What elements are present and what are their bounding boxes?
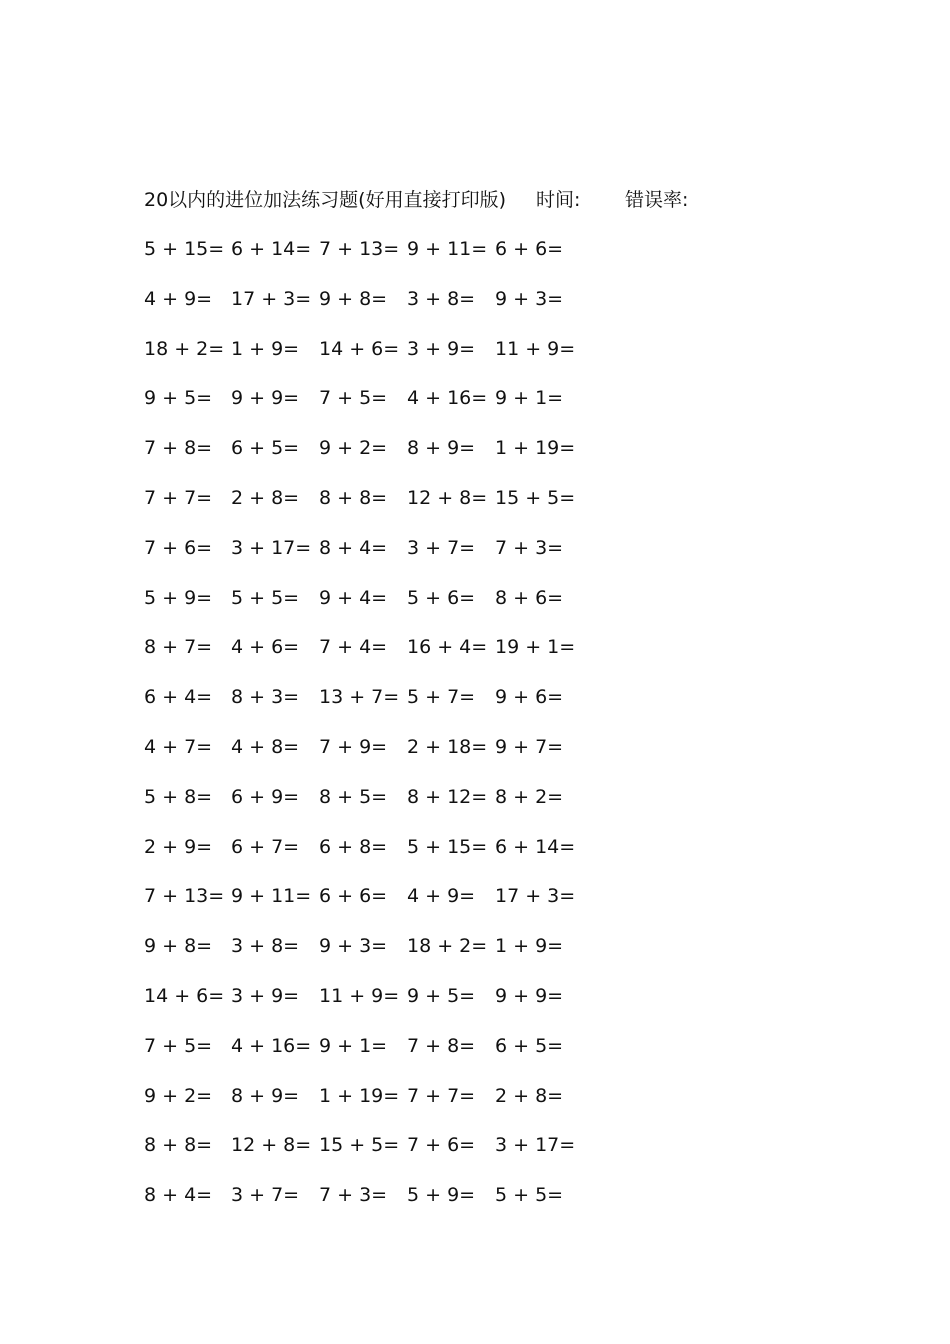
addition-problem: 4 + 6=	[231, 636, 300, 659]
addition-problem: 8 + 6=	[495, 586, 564, 609]
addition-problem: 3 + 7=	[407, 536, 476, 559]
addition-problem: 8 + 3=	[231, 686, 300, 709]
addition-problem: 6 + 6=	[319, 885, 388, 908]
addition-problem: 6 + 7=	[231, 835, 300, 858]
addition-problem: 12 + 8=	[231, 1134, 312, 1157]
addition-problem: 4 + 7=	[144, 735, 213, 758]
addition-problem: 8 + 2=	[495, 785, 564, 808]
problem-row	[0, 1031, 950, 1081]
addition-problem: 6 + 5=	[495, 1034, 564, 1057]
addition-problem: 6 + 4=	[144, 686, 213, 709]
addition-problem: 4 + 16=	[407, 387, 488, 410]
addition-problem: 3 + 7=	[231, 1184, 300, 1207]
addition-problem: 16 + 4=	[407, 636, 488, 659]
addition-problem: 4 + 9=	[144, 287, 213, 310]
problem-row	[0, 483, 950, 533]
addition-problem: 14 + 6=	[319, 337, 400, 360]
addition-problem: 19 + 1=	[495, 636, 576, 659]
addition-problem: 3 + 9=	[407, 337, 476, 360]
addition-problem: 5 + 9=	[144, 586, 213, 609]
addition-problem: 7 + 3=	[495, 536, 564, 559]
addition-problem: 9 + 2=	[144, 1084, 213, 1107]
addition-problem: 1 + 9=	[231, 337, 300, 360]
problem-row	[0, 1130, 950, 1180]
addition-problem: 7 + 7=	[407, 1084, 476, 1107]
problem-row	[0, 732, 950, 782]
addition-problem: 1 + 19=	[319, 1084, 400, 1107]
addition-problem: 5 + 5=	[495, 1184, 564, 1207]
addition-problem: 9 + 5=	[407, 984, 476, 1007]
addition-problem: 8 + 12=	[407, 785, 488, 808]
addition-problem: 7 + 5=	[319, 387, 388, 410]
addition-problem: 7 + 5=	[144, 1034, 213, 1057]
addition-problem: 5 + 7=	[407, 686, 476, 709]
problem-row	[0, 632, 950, 682]
addition-problem: 8 + 4=	[319, 536, 388, 559]
problem-row	[0, 234, 950, 284]
addition-problem: 9 + 7=	[495, 735, 564, 758]
addition-problem: 2 + 18=	[407, 735, 488, 758]
addition-problem: 9 + 9=	[231, 387, 300, 410]
addition-problem: 9 + 3=	[319, 935, 388, 958]
addition-problem: 7 + 4=	[319, 636, 388, 659]
addition-problem: 3 + 9=	[231, 984, 300, 1007]
addition-problem: 8 + 5=	[319, 785, 388, 808]
problem-row	[0, 1081, 950, 1131]
problem-row	[0, 881, 950, 931]
problem-grid	[0, 234, 950, 1230]
problem-row	[0, 832, 950, 882]
addition-problem: 4 + 16=	[231, 1034, 312, 1057]
addition-problem: 9 + 3=	[495, 287, 564, 310]
addition-problem: 9 + 11=	[231, 885, 312, 908]
addition-problem: 6 + 14=	[495, 835, 576, 858]
addition-problem: 5 + 15=	[407, 835, 488, 858]
addition-problem: 6 + 8=	[319, 835, 388, 858]
addition-problem: 7 + 6=	[407, 1134, 476, 1157]
addition-problem: 7 + 6=	[144, 536, 213, 559]
addition-problem: 13 + 7=	[319, 686, 400, 709]
addition-problem: 4 + 9=	[407, 885, 476, 908]
addition-problem: 7 + 8=	[407, 1034, 476, 1057]
addition-problem: 1 + 19=	[495, 437, 576, 460]
addition-problem: 6 + 9=	[231, 785, 300, 808]
problem-row	[0, 533, 950, 583]
addition-problem: 2 + 8=	[495, 1084, 564, 1107]
addition-problem: 9 + 4=	[319, 586, 388, 609]
addition-problem: 17 + 3=	[495, 885, 576, 908]
addition-problem: 11 + 9=	[495, 337, 576, 360]
addition-problem: 7 + 3=	[319, 1184, 388, 1207]
problem-row	[0, 981, 950, 1031]
addition-problem: 6 + 14=	[231, 238, 312, 260]
addition-problem: 8 + 8=	[319, 486, 388, 509]
addition-problem: 7 + 8=	[144, 437, 213, 460]
addition-problem: 6 + 6=	[495, 238, 564, 260]
addition-problem: 8 + 7=	[144, 636, 213, 659]
addition-problem: 3 + 8=	[231, 935, 300, 958]
addition-problem: 5 + 8=	[144, 785, 213, 808]
addition-problem: 15 + 5=	[495, 486, 576, 509]
addition-problem: 8 + 4=	[144, 1184, 213, 1207]
addition-problem: 15 + 5=	[319, 1134, 400, 1157]
addition-problem: 7 + 7=	[144, 486, 213, 509]
addition-problem: 8 + 9=	[407, 437, 476, 460]
problem-row	[0, 433, 950, 483]
addition-problem: 9 + 1=	[495, 387, 564, 410]
problem-row	[0, 782, 950, 832]
problem-row	[0, 583, 950, 633]
addition-problem: 9 + 8=	[319, 287, 388, 310]
addition-problem: 9 + 5=	[144, 387, 213, 410]
addition-problem: 9 + 9=	[495, 984, 564, 1007]
addition-problem: 5 + 9=	[407, 1184, 476, 1207]
problem-row	[0, 284, 950, 334]
problem-row	[0, 931, 950, 981]
addition-problem: 14 + 6=	[144, 984, 225, 1007]
addition-problem: 8 + 9=	[231, 1084, 300, 1107]
addition-problem: 11 + 9=	[319, 984, 400, 1007]
addition-problem: 3 + 8=	[407, 287, 476, 310]
addition-problem: 9 + 11=	[407, 238, 488, 260]
addition-problem: 3 + 17=	[231, 536, 312, 559]
addition-problem: 1 + 9=	[495, 935, 564, 958]
addition-problem: 5 + 6=	[407, 586, 476, 609]
addition-problem: 9 + 6=	[495, 686, 564, 709]
addition-problem: 4 + 8=	[231, 735, 300, 758]
problem-row	[0, 334, 950, 384]
error-rate-label: 错误率:	[625, 189, 689, 211]
addition-problem: 2 + 8=	[231, 486, 300, 509]
addition-problem: 7 + 13=	[319, 238, 400, 260]
addition-problem: 12 + 8=	[407, 486, 488, 509]
time-label: 时间:	[536, 189, 581, 211]
worksheet-title: 20以内的进位加法练习题(好用直接打印版)	[144, 189, 507, 211]
addition-problem: 5 + 15=	[144, 238, 225, 260]
addition-problem: 18 + 2=	[407, 935, 488, 958]
addition-problem: 9 + 2=	[319, 437, 388, 460]
addition-problem: 17 + 3=	[231, 287, 312, 310]
addition-problem: 18 + 2=	[144, 337, 225, 360]
problem-row	[0, 383, 950, 433]
addition-problem: 2 + 9=	[144, 835, 213, 858]
addition-problem: 9 + 8=	[144, 935, 213, 958]
problem-row	[0, 1180, 950, 1230]
addition-problem: 6 + 5=	[231, 437, 300, 460]
problem-row	[0, 682, 950, 732]
addition-problem: 3 + 17=	[495, 1134, 576, 1157]
addition-problem: 7 + 13=	[144, 885, 225, 908]
addition-problem: 9 + 1=	[319, 1034, 388, 1057]
addition-problem: 8 + 8=	[144, 1134, 213, 1157]
addition-problem: 5 + 5=	[231, 586, 300, 609]
addition-problem: 7 + 9=	[319, 735, 388, 758]
